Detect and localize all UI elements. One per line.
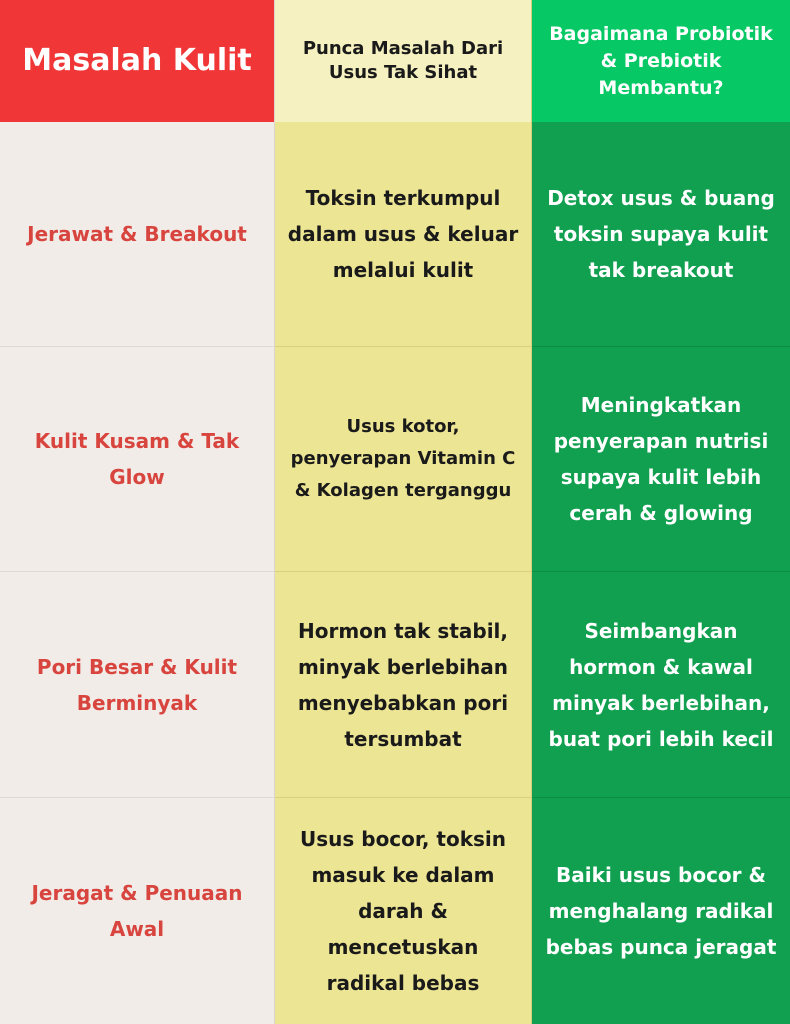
header-skin-problem bbox=[0, 0, 275, 122]
row-1-help-text: Detox usus & buang toksin supaya kulit tak breakout bbox=[547, 186, 775, 282]
row-2-problem bbox=[0, 347, 275, 572]
row-4-help bbox=[532, 798, 790, 1024]
row-1-problem-text: Jerawat & Breakout bbox=[27, 222, 247, 246]
row-1-cause bbox=[275, 122, 532, 347]
row-4-help-text: Baiki usus bocor & menghalang radikal bebas punca jeragat bbox=[545, 863, 777, 959]
row-1-help bbox=[532, 122, 790, 347]
header-gut-cause-label: Punca Masalah Dari Usus Tak Sihat bbox=[302, 38, 504, 83]
header-how-it-helps bbox=[532, 0, 790, 122]
row-3-cause bbox=[275, 572, 532, 798]
row-2-cause bbox=[275, 347, 532, 572]
row-3-help bbox=[532, 572, 790, 798]
row-4-problem-text: Jeragat & Penuaan Awal bbox=[31, 881, 243, 941]
row-3-problem-text: Pori Besar & Kulit Berminyak bbox=[36, 654, 238, 715]
row-3-cause-text: Hormon tak stabil, minyak berlebihan menyebabkan pori tersumbat bbox=[297, 618, 509, 751]
row-2-problem-text: Kulit Kusam & Tak Glow bbox=[34, 429, 240, 489]
header-how-it-helps-label: Bagaimana Probiotik & Prebiotik Membantu? bbox=[549, 22, 773, 99]
row-4-cause bbox=[275, 798, 532, 1024]
row-3-problem bbox=[0, 572, 275, 798]
row-1-cause-text: Toksin terkumpul dalam usus & keluar melalui kulit bbox=[287, 186, 519, 282]
row-2-cause-text: Usus kotor, penyerapan Vitamin C & Kolagen terganggu bbox=[290, 416, 516, 501]
row-4-cause-text: Usus bocor, toksin masuk ke dalam darah & mencetuskan radikal bebas bbox=[300, 827, 506, 995]
row-4-problem bbox=[0, 798, 275, 1024]
header-gut-cause bbox=[275, 0, 532, 122]
header-skin-problem-label: Masalah Kulit bbox=[22, 43, 252, 78]
row-1-problem bbox=[0, 122, 275, 347]
row-2-help-text: Meningkatkan penyerapan nutrisi supaya kulit lebih cerah & glowing bbox=[553, 393, 769, 525]
row-3-help-text: Seimbangkan hormon & kawal minyak berlebihan, buat pori lebih kecil bbox=[548, 618, 774, 751]
row-2-help bbox=[532, 347, 790, 572]
